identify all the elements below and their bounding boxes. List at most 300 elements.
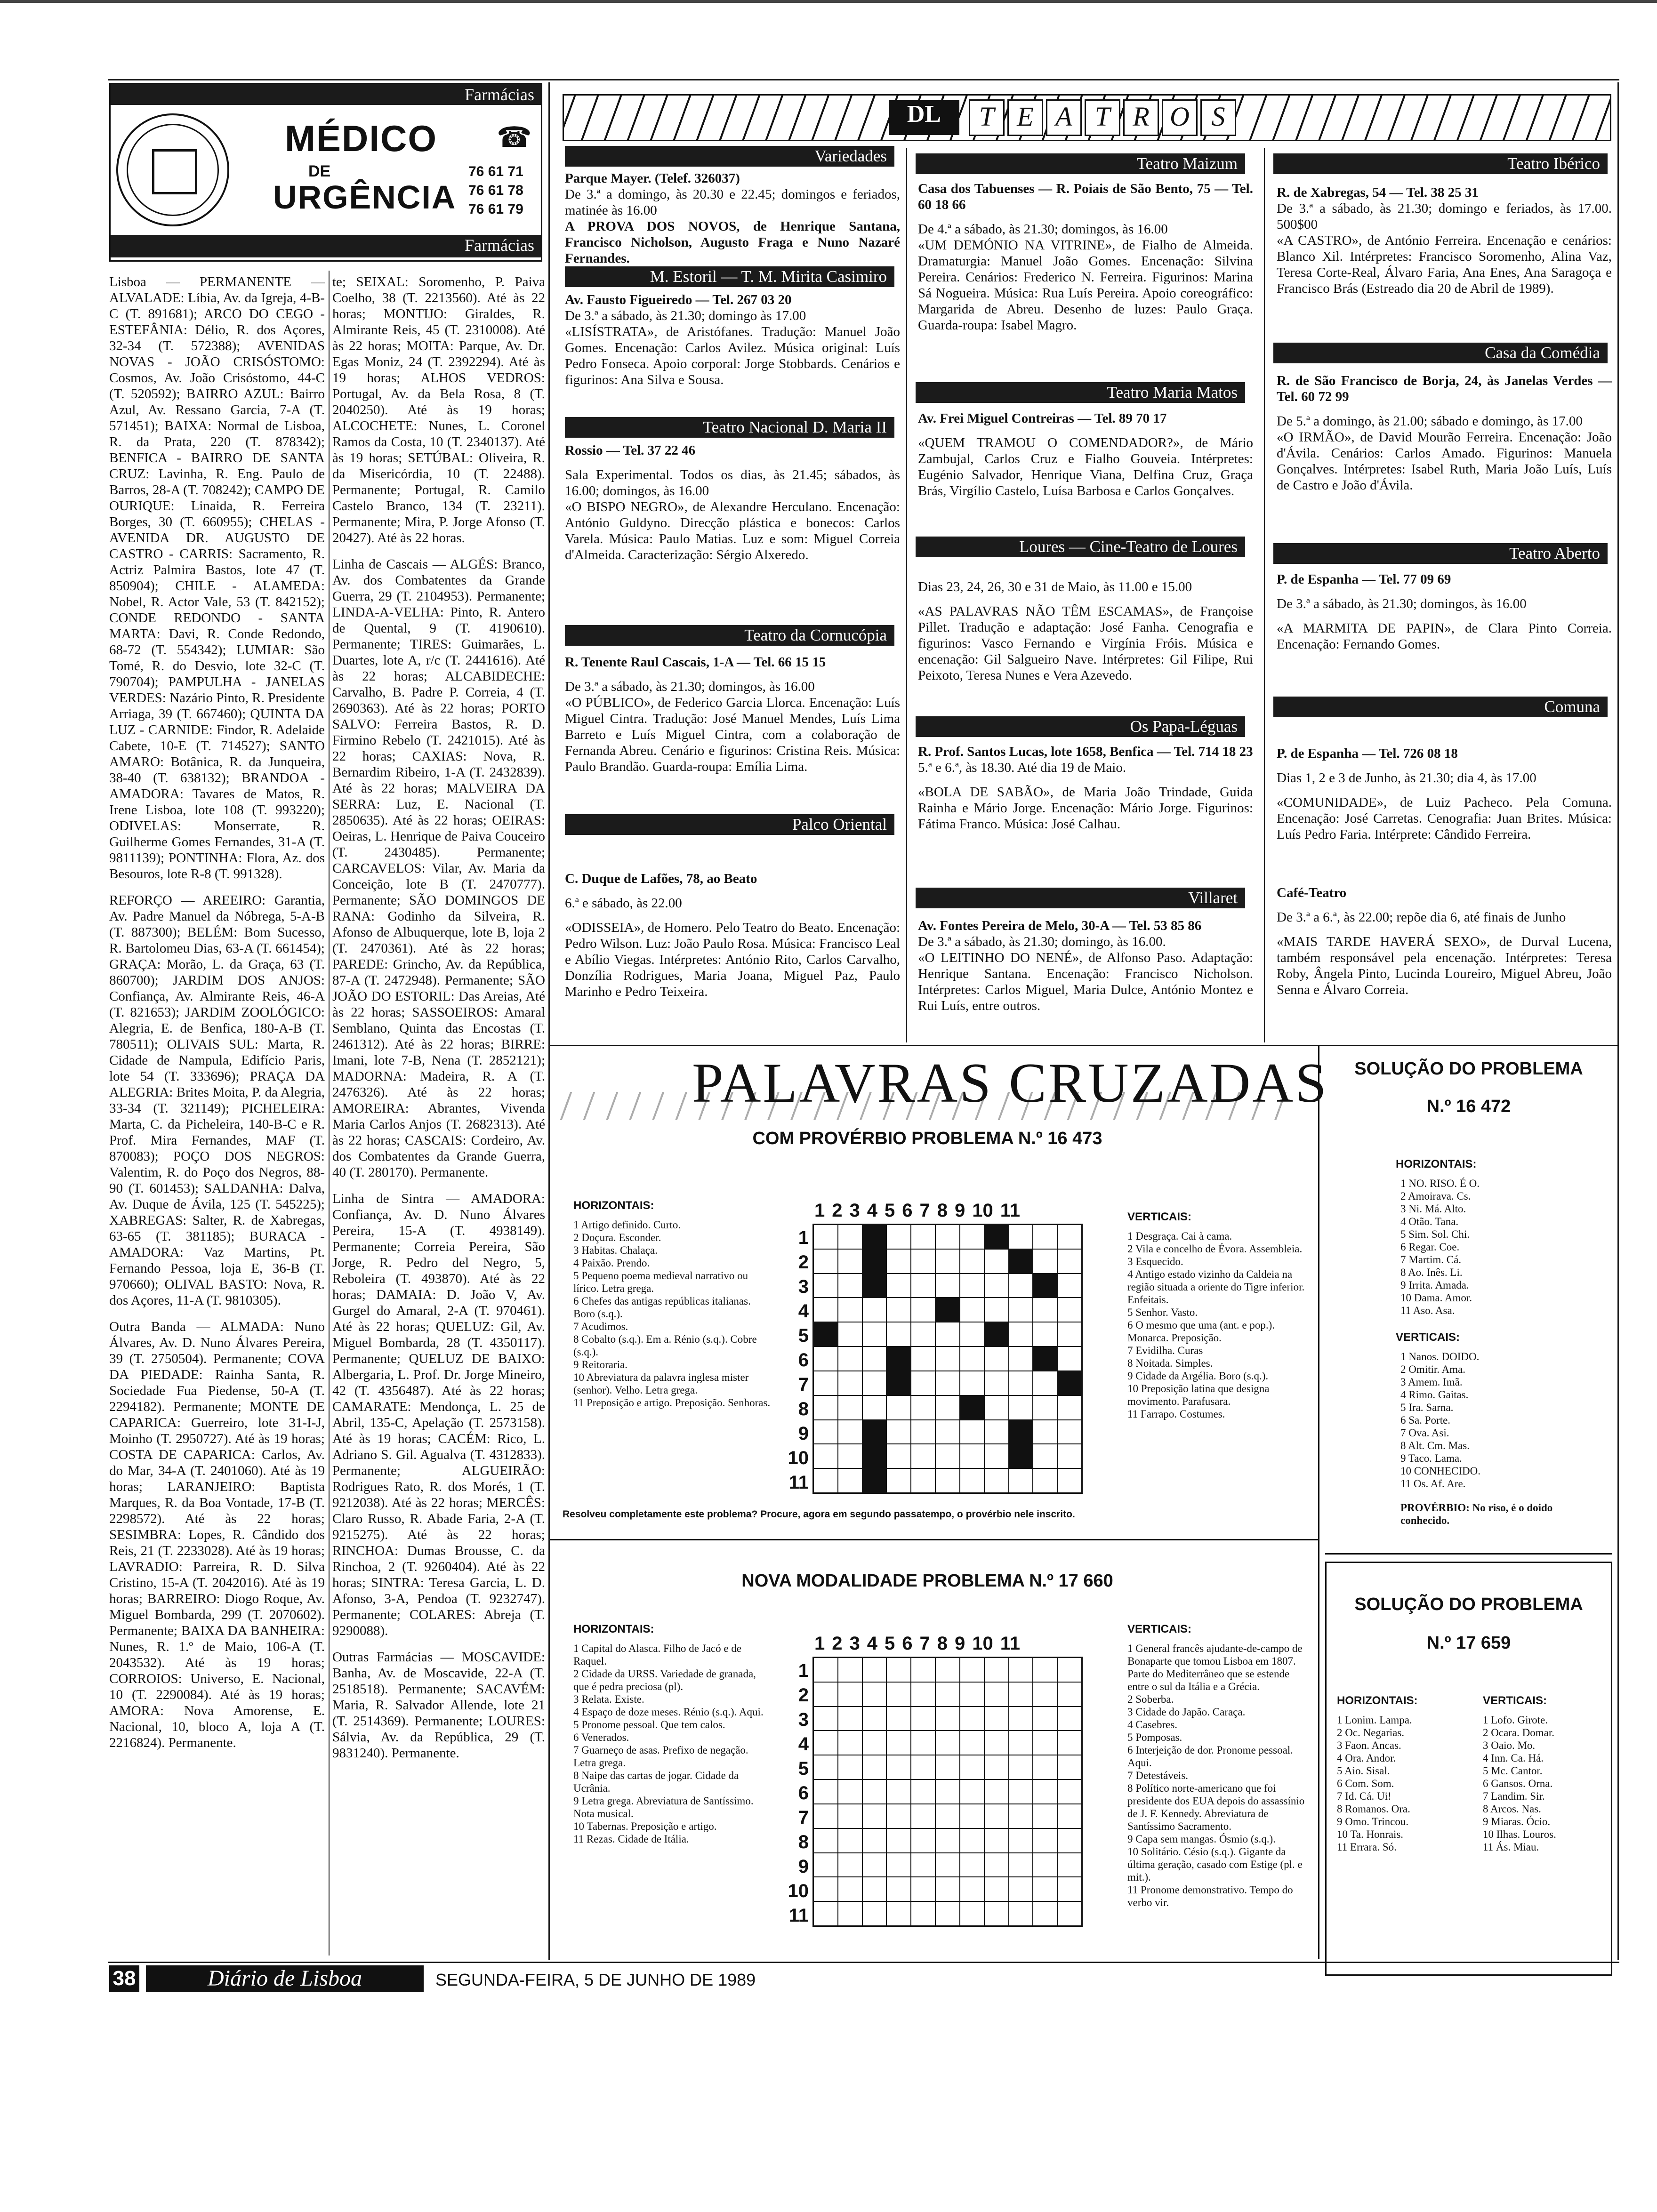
grid-cell[interactable] xyxy=(911,1902,935,1925)
grid-cell[interactable] xyxy=(838,1274,862,1298)
grid-cell[interactable] xyxy=(1033,1683,1057,1706)
grid-cell[interactable] xyxy=(960,1902,984,1925)
grid-cell[interactable] xyxy=(985,1780,1008,1803)
solution2-horizontal: HORIZONTAIS: 1 Lonim. Lampa. 2 Oc. Negarias. 3 Faon. Ancas. 4 Ora. Andor. 5 Aio. Sisal. 6 Com. Som. 7 Id. Cá. Ui! 8 Romanos. Ora. 9 Omo. Trincou. 10 Ta. Honrais. 11 Errara. Só. xyxy=(1337,1694,1418,1853)
grid-cell[interactable] xyxy=(838,1877,862,1901)
pharmacies-cascais: Linha de Cascais — ALGÉS: Branco, Av. dos Combatentes da Grande Guerra, 29 (T. 2104953). Permanente; LINDA-A-VELHA: Pinto, R. Antero de Quental, 9 (T. 4190610). Permanente; TIRES: Guimarães, L. Duartes, lote A, r/c (T. 2441616). Até às 22 horas; ALCABIDECHE: Carvalho, B. Padre P. Correia, 4 (T. 2690363). Até às 22 horas; PORTO SALVO: Ferreira Bastos, R. D. Firmino Rebelo (T. 2421015). Até às 22 horas; CAXIAS: Nova, R. Bernardim Ribeiro, 1-A (T. 2432839). Até às 22 horas; MALVEIRA DA SERRA: Luz, E. Nacional (T. 2850635). Até às 22 horas; OEIRAS: Oeiras, L. Henrique de Paiva Couceiro (T. 2430485). Permanente; CARCAVELOS: Vilar, Av. Maria da Conceição, lote B (T. 2470777). Permanente; SÃO DOMINGOS DE RANA: Godinho da Silveira, R. Afonso de Albuquerque, lote B, loja 2 (T. 2470361). Até às 22 horas; PAREDE: Grincho, Av. da República, 87-A (T. 2472948). Permanente; SÃO JOÃO DO ESTORIL: Das Areias, Até às 22 horas; SASSOEIROS: Amaral Semblano, Quinta das Encostas (T. 2461312). Até às 22 horas; BIRRE: Imani, lote 7-B, Nena (T. 2852121); MADORNA: Madeira, R. A (T. 2476326). Até às 22 horas; AMOREIRA: Abrantes, Vivenda Maria Carlos Anjos (T. 2682313). Até às 22 horas; CASCAIS: Cordeiro, Av. dos Combatentes da Grande Guerra, 40 (T. 280170). Permanente. xyxy=(332,557,545,1180)
grid-cell[interactable] xyxy=(985,1469,1008,1492)
grid-cell[interactable] xyxy=(814,1298,837,1322)
solution1-title: SOLUÇÃO DO PROBLEMA xyxy=(1354,1059,1583,1079)
theatre-header-villaret: Villaret xyxy=(916,888,1245,908)
grid-cell[interactable] xyxy=(1058,1707,1081,1731)
grid-cell[interactable] xyxy=(960,1755,984,1779)
grid-cell[interactable] xyxy=(814,1396,837,1419)
grid-cell[interactable] xyxy=(1058,1396,1081,1419)
grid-cell[interactable] xyxy=(1009,1780,1033,1803)
grid-cell[interactable] xyxy=(814,1250,837,1273)
grid-cell[interactable] xyxy=(1009,1658,1033,1682)
phone-icon: ☎ xyxy=(497,122,532,153)
grid-cell[interactable] xyxy=(887,1396,910,1419)
theatre-block-palco: C. Duque de Lafões, 78, ao Beato 6.ª e sábado, às 22.00 «ODISSEIA», de Homero. Pelo Teatro do Beato. Encenação: Pedro Wilson. Luz: João Paulo Rosa. Música: Francisco Leal e Abílio Viegas. Intérpretes: António Rito, Carlos Carvalho, Donzília Rodrigues, Maria Joana, Miguel Paz, Paulo Marinho e Pedro Teixeira. xyxy=(565,871,900,999)
grid-cell[interactable] xyxy=(838,1804,862,1828)
grid-cell xyxy=(887,1371,910,1395)
grid-cell[interactable] xyxy=(863,1829,886,1852)
grid-cell[interactable] xyxy=(985,1371,1008,1395)
theatre-header-palco: Palco Oriental xyxy=(565,814,894,835)
grid-cell[interactable] xyxy=(838,1298,862,1322)
clinic-seal-icon xyxy=(116,113,229,226)
grid-cell[interactable] xyxy=(1033,1902,1057,1925)
grid-cell[interactable] xyxy=(911,1780,935,1803)
grid-cell[interactable] xyxy=(1009,1877,1033,1901)
grid-cell[interactable] xyxy=(1009,1707,1033,1731)
grid-cell[interactable] xyxy=(936,1780,959,1803)
grid-cell[interactable] xyxy=(960,1420,984,1444)
grid-cell[interactable] xyxy=(838,1322,862,1346)
grid-cell xyxy=(1009,1250,1033,1273)
grid-cell xyxy=(887,1347,910,1370)
grid-cell[interactable] xyxy=(1058,1322,1081,1346)
grid-cell[interactable] xyxy=(911,1347,935,1370)
grid-cell[interactable] xyxy=(960,1469,984,1492)
solution2-title: SOLUÇÃO DO PROBLEMA xyxy=(1354,1595,1583,1614)
crossword1-note: Resolveu completamente este problema? Procure, agora em segundo passatempo, o provérbio nele inscrito. xyxy=(563,1509,1075,1520)
grid-cell[interactable] xyxy=(1058,1853,1081,1877)
grid-cell[interactable] xyxy=(838,1371,862,1395)
grid-cell[interactable] xyxy=(936,1347,959,1370)
grid-cell[interactable] xyxy=(838,1225,862,1249)
crossword1-grid[interactable] xyxy=(812,1224,1083,1494)
grid-cell[interactable] xyxy=(1009,1731,1033,1755)
pharmacies-tag: Farmácias xyxy=(111,84,541,105)
grid-cell[interactable] xyxy=(936,1877,959,1901)
top-rule xyxy=(0,0,1657,3)
grid-cell[interactable] xyxy=(936,1396,959,1419)
grid-cell[interactable] xyxy=(936,1322,959,1346)
grid-cell[interactable] xyxy=(1009,1396,1033,1419)
grid-cell[interactable] xyxy=(960,1322,984,1346)
grid-cell[interactable] xyxy=(985,1274,1008,1298)
theatre-header-loures: Loures — Cine-Teatro de Loures xyxy=(916,537,1245,557)
col-rule-5 xyxy=(1617,82,1619,1960)
grid-cell[interactable] xyxy=(887,1829,910,1852)
grid-cell[interactable] xyxy=(960,1250,984,1273)
grid-cell[interactable] xyxy=(985,1829,1008,1852)
grid-cell[interactable] xyxy=(985,1853,1008,1877)
grid-cell[interactable] xyxy=(936,1420,959,1444)
grid-cell[interactable] xyxy=(1009,1298,1033,1322)
grid-cell[interactable] xyxy=(960,1707,984,1731)
grid-cell[interactable] xyxy=(1033,1225,1057,1249)
grid-cell[interactable] xyxy=(1058,1658,1081,1682)
grid-cell[interactable] xyxy=(936,1444,959,1468)
grid-cell xyxy=(863,1250,886,1273)
grid-cell[interactable] xyxy=(1009,1225,1033,1249)
grid-cell[interactable] xyxy=(838,1780,862,1803)
grid-cell[interactable] xyxy=(863,1371,886,1395)
grid-cell[interactable] xyxy=(1033,1396,1057,1419)
grid-cell[interactable] xyxy=(838,1420,862,1444)
crossword-divider xyxy=(1318,1046,1319,1959)
grid-cell[interactable] xyxy=(911,1298,935,1322)
grid-cell[interactable] xyxy=(1058,1804,1081,1828)
grid-cell[interactable] xyxy=(814,1804,837,1828)
grid-cell[interactable] xyxy=(887,1902,910,1925)
grid-cell[interactable] xyxy=(985,1707,1008,1731)
grid-cell[interactable] xyxy=(960,1225,984,1249)
grid-cell[interactable] xyxy=(911,1804,935,1828)
grid-cell[interactable] xyxy=(1058,1469,1081,1492)
grid-cell[interactable] xyxy=(887,1444,910,1468)
grid-cell xyxy=(1058,1371,1081,1395)
grid-cell xyxy=(936,1298,959,1322)
grid-cell xyxy=(863,1225,886,1249)
grid-cell[interactable] xyxy=(1033,1829,1057,1852)
grid-cell[interactable] xyxy=(936,1658,959,1682)
grid-cell[interactable] xyxy=(936,1853,959,1877)
grid-cell[interactable] xyxy=(838,1755,862,1779)
grid-cell[interactable] xyxy=(911,1877,935,1901)
grid-cell[interactable] xyxy=(1058,1780,1081,1803)
grid-cell[interactable] xyxy=(887,1658,910,1682)
grid-cell[interactable] xyxy=(863,1731,886,1755)
solution1-horizontal: HORIZONTAIS: 1 NO. RISO. É O. 2 Amoirava. Cs. 3 Ni. Má. Alto. 4 Otão. Tana. 5 Sim. Sol. Chi. 6 Regar. Coe. 7 Martim. Cá. 8 Ao. Inês. Li. 9 Irrita. Amada. 10 Dama. Amor. 11 Aso. Asa. VERTICAIS: 1 Nanos. DOIDO. 2 Omitir. Ama. 3 Amem. Imã. 4 Rimo. Gaitas. 5 Ira. Sarna. 6 Sa. Porte. 7 Ova. Asi. 8 Alt. Cm. Mas. 9 Taco. Lama. 10 CONHECIDO. 11 Os. Af. Are. PROVÉRBIO: No riso, é o doido conhecido. xyxy=(1396,1158,1553,1526)
grid-cell[interactable] xyxy=(1009,1683,1033,1706)
grid-cell[interactable] xyxy=(838,1707,862,1731)
grid-cell[interactable] xyxy=(1009,1274,1033,1298)
grid-cell[interactable] xyxy=(1058,1225,1081,1249)
grid-cell[interactable] xyxy=(1033,1298,1057,1322)
grid-cell[interactable] xyxy=(814,1371,837,1395)
grid-cell[interactable] xyxy=(863,1707,886,1731)
grid-cell[interactable] xyxy=(887,1298,910,1322)
grid-cell xyxy=(1033,1347,1057,1370)
grid-cell[interactable] xyxy=(960,1347,984,1370)
grid-cell[interactable] xyxy=(814,1225,837,1249)
grid-cell[interactable] xyxy=(814,1853,837,1877)
grid-cell[interactable] xyxy=(1033,1707,1057,1731)
grid-cell[interactable] xyxy=(1033,1853,1057,1877)
grid-cell[interactable] xyxy=(1058,1755,1081,1779)
grid-cell[interactable] xyxy=(985,1877,1008,1901)
theatre-block-aberto: P. de Espanha — Tel. 77 09 69 De 3.ª a sábado, às 21.30; domingos, às 16.00 «A MARMITA DE PAPIN», de Clara Pinto Correia. Encenação: Fernando Gomes. xyxy=(1277,572,1612,652)
grid-cell[interactable] xyxy=(936,1829,959,1852)
grid-cell[interactable] xyxy=(960,1683,984,1706)
grid-cell[interactable] xyxy=(936,1371,959,1395)
grid-cell[interactable] xyxy=(887,1755,910,1779)
grid-cell[interactable] xyxy=(887,1853,910,1877)
grid-cell[interactable] xyxy=(838,1658,862,1682)
grid-cell[interactable] xyxy=(911,1396,935,1419)
grid-cell[interactable] xyxy=(1058,1829,1081,1852)
grid-cell[interactable] xyxy=(1033,1444,1057,1468)
grid-cell xyxy=(1009,1420,1033,1444)
grid-cell[interactable] xyxy=(863,1347,886,1370)
grid-cell[interactable] xyxy=(1058,1683,1081,1706)
grid-cell[interactable] xyxy=(887,1780,910,1803)
grid-cell[interactable] xyxy=(936,1731,959,1755)
grid-cell[interactable] xyxy=(1033,1371,1057,1395)
crossword2-vertical-clues: VERTICAIS: 1 General francês ajudante-de-campo de Bonaparte que tomou Lisboa em 1807. Parte do Mediterrâneo que se estende entre o sul da Itália e a Grécia. 2 Soberba. 3 Cidade do Japão. Caraça. 4 Casebres. 5 Pomposas. 6 Interjeição de dor. Pronome pessoal. Aqui. 7 Detestáveis. 8 Político norte-americano que foi presidente dos EUA depois do assassínio de J. F. Kennedy. Abreviatura de Santíssimo Sacramento. 9 Capa sem mangas. Ósmio (s.q.). 10 Solitário. Césio (s.q.). Gigante da última geração, casado com Estige (pl. e mit.). 11 Pronome demonstrativo. Tempo do verbo vir. xyxy=(1127,1623,1305,1908)
grid-cell[interactable] xyxy=(985,1250,1008,1273)
grid-cell[interactable] xyxy=(814,1683,837,1706)
grid-cell[interactable] xyxy=(814,1347,837,1370)
grid-cell[interactable] xyxy=(960,1829,984,1852)
grid-cell[interactable] xyxy=(911,1469,935,1492)
issue-date: SEGUNDA-FEIRA, 5 DE JUNHO DE 1989 xyxy=(435,1970,756,1989)
grid-cell[interactable] xyxy=(887,1322,910,1346)
grid-cell[interactable] xyxy=(985,1420,1008,1444)
grid-cell[interactable] xyxy=(985,1731,1008,1755)
grid-cell[interactable] xyxy=(838,1853,862,1877)
grid-cell[interactable] xyxy=(936,1755,959,1779)
grid-cell[interactable] xyxy=(911,1658,935,1682)
grid-cell[interactable] xyxy=(863,1755,886,1779)
crossword2-col-numbers: 1 2 3 4 5 6 7 8 9 10 11 xyxy=(814,1633,1021,1654)
grid-cell[interactable] xyxy=(1009,1469,1033,1492)
grid-cell[interactable] xyxy=(1033,1755,1057,1779)
header-rule xyxy=(108,79,1619,80)
grid-cell[interactable] xyxy=(838,1396,862,1419)
crossword-mid-rule xyxy=(550,1539,1319,1540)
grid-cell[interactable] xyxy=(1058,1731,1081,1755)
grid-cell[interactable] xyxy=(1058,1902,1081,1925)
grid-cell[interactable] xyxy=(814,1420,837,1444)
grid-cell[interactable] xyxy=(1058,1420,1081,1444)
col-rule-4 xyxy=(1264,148,1265,1042)
grid-cell[interactable] xyxy=(911,1444,935,1468)
grid-cell[interactable] xyxy=(814,1755,837,1779)
grid-cell[interactable] xyxy=(911,1755,935,1779)
grid-cell[interactable] xyxy=(985,1347,1008,1370)
pharmacies-col-1 xyxy=(109,274,325,1754)
footer-rule xyxy=(108,1962,1619,1963)
grid-cell[interactable] xyxy=(863,1877,886,1901)
theatre-block-cafeteatro: Café-Teatro De 3.ª a 6.ª, às 22.00; repõe dia 6, até finais de Junho «MAIS TARDE HAVERÁ SEXO», de Durval Lucena, também responsável pela encenação. Intérpretes: Teresa Roby, Ângela Pinto, Lucinda Loureiro, Miguel Abreu, João Senna e Álvaro Correia. xyxy=(1277,885,1612,997)
grid-cell[interactable] xyxy=(911,1250,935,1273)
grid-cell[interactable] xyxy=(985,1683,1008,1706)
grid-cell[interactable] xyxy=(960,1444,984,1468)
crossword2-row-numbers: 1 2 3 4 5 6 7 8 9 10 11 xyxy=(788,1660,809,1926)
grid-cell xyxy=(863,1274,886,1298)
grid-cell[interactable] xyxy=(1009,1322,1033,1346)
grid-cell[interactable] xyxy=(960,1853,984,1877)
medico-de: DE xyxy=(308,162,331,180)
crossword2-grid[interactable] xyxy=(812,1657,1083,1927)
crossword2-title: NOVA MODALIDADE PROBLEMA N.º 17 660 xyxy=(741,1571,1113,1591)
crossword1-col-numbers: 1 2 3 4 5 6 7 8 9 10 11 xyxy=(814,1200,1021,1221)
grid-cell[interactable] xyxy=(863,1298,886,1322)
solution2-number: N.º 17 659 xyxy=(1426,1633,1511,1653)
grid-cell[interactable] xyxy=(1033,1420,1057,1444)
solution2-vertical: VERTICAIS: 1 Lofo. Girote. 2 Ocara. Domar. 3 Oaio. Mo. 4 Inn. Ca. Há. 5 Mc. Cantor. 6 Gansos. Orna. 7 Landim. Sir. 8 Arcos. Nas. 9 Miaras. Ócio. 10 Ilhas. Louros. 11 Ás. Miau. xyxy=(1483,1694,1556,1853)
grid-cell[interactable] xyxy=(1033,1731,1057,1755)
grid-cell[interactable] xyxy=(1033,1877,1057,1901)
grid-cell[interactable] xyxy=(838,1469,862,1492)
grid-cell[interactable] xyxy=(960,1780,984,1803)
grid-cell[interactable] xyxy=(911,1683,935,1706)
grid-cell[interactable] xyxy=(985,1444,1008,1468)
grid-cell[interactable] xyxy=(887,1469,910,1492)
grid-cell[interactable] xyxy=(838,1250,862,1273)
grid-cell[interactable] xyxy=(1033,1469,1057,1492)
grid-cell[interactable] xyxy=(911,1322,935,1346)
solution1-number: N.º 16 472 xyxy=(1426,1097,1511,1116)
grid-cell xyxy=(985,1225,1008,1249)
grid-cell[interactable] xyxy=(911,1274,935,1298)
grid-cell[interactable] xyxy=(911,1420,935,1444)
grid-cell[interactable] xyxy=(863,1902,886,1925)
grid-cell[interactable] xyxy=(1058,1877,1081,1901)
grid-cell[interactable] xyxy=(887,1225,910,1249)
grid-cell[interactable] xyxy=(960,1274,984,1298)
grid-cell[interactable] xyxy=(911,1829,935,1852)
grid-cell xyxy=(814,1322,837,1346)
crossword1-horizontal-clues: HORIZONTAIS: 1 Artigo definido. Curto. 2 Doçura. Esconder. 3 Habitas. Chalaça. 4 Paixão. Prendo. 5 Pequeno poema medieval narrativo ou lírico. Letra grega. 6 Chefes das antigas repúblicas italianas. Boro (s.q.). 7 Acudimos. 8 Cobalto (s.q.). Em a. Rénio (s.q.). Cobre (s.q.). 9 Reitoraria. 10 Abreviatura da palavra inglesa mister (senhor). Velho. Letra grega. 11 Preposição e artigo. Preposição. Senhoras. xyxy=(573,1199,771,1409)
grid-cell[interactable] xyxy=(911,1853,935,1877)
grid-cell[interactable] xyxy=(1009,1371,1033,1395)
grid-cell[interactable] xyxy=(1033,1250,1057,1273)
crossword1-vertical-clues: VERTICAIS: 1 Desgraça. Cai à cama. 2 Vila e concelho de Évora. Assembleia. 3 Esquecido. 4 Antigo estado vizinho da Caldeia na região situada a oriente do Tigre inferior. Enfeitais. 5 Senhor. Vasto. 6 O mesmo que uma (ant. e pop.). Monarca. Preposição. 7 Evidilha. Curas 8 Noitada. Simples. 9 Cidade da Argélia. Boro (s.q.). 10 Preposição latina que designa movimento. Parafusara. 11 Farrapo. Costumes. xyxy=(1127,1210,1305,1420)
grid-cell[interactable] xyxy=(838,1347,862,1370)
grid-cell[interactable] xyxy=(985,1658,1008,1682)
grid-cell[interactable] xyxy=(863,1658,886,1682)
pharmacies-outras: Outras Farmácias — MOSCAVIDE: Banha, Av. de Moscavide, 22-A (T. 2518518). Permanente; SACAVÉM: Maria, R. Salvador Allende, lote 21 (T. 2514369). Permanente; LOURES: Sálvia, Av. da República, 29 (T. 9831240). Permanente. xyxy=(332,1650,545,1761)
theatre-block-mariamatos: Av. Frei Miguel Contreiras — Tel. 89 70 17 «QUEM TRAMOU O COMENDADOR?», de Mário Zambujal, Carlos Cruz e Fialho Gouveia. Intérpretes: Eugénio Salvador, Henrique Viana, Delfina Cruz, Graça Brás, Virgílio Castelo, Luísa Barbosa e Carlos Gonçalves. xyxy=(918,411,1253,498)
grid-cell[interactable] xyxy=(1009,1853,1033,1877)
grid-cell[interactable] xyxy=(838,1683,862,1706)
grid-cell[interactable] xyxy=(960,1804,984,1828)
grid-cell[interactable] xyxy=(911,1707,935,1731)
grid-cell[interactable] xyxy=(985,1902,1008,1925)
medico-title: MÉDICO xyxy=(285,118,437,159)
grid-cell[interactable] xyxy=(814,1469,837,1492)
grid-cell[interactable] xyxy=(1009,1755,1033,1779)
grid-cell[interactable] xyxy=(814,1707,837,1731)
theatre-header-comuna: Comuna xyxy=(1273,697,1608,717)
grid-cell[interactable] xyxy=(911,1225,935,1249)
grid-cell[interactable] xyxy=(814,1902,837,1925)
grid-cell[interactable] xyxy=(936,1804,959,1828)
grid-cell[interactable] xyxy=(863,1683,886,1706)
grid-cell[interactable] xyxy=(960,1371,984,1395)
theatre-block-cornucopia: R. Tenente Raul Cascais, 1-A — Tel. 66 15 15 De 3.ª a sábado, às 21.30; domingos, às 16.00 «O PÚBLICO», de Federico Garcia Llorca. Encenação: Luís Miguel Cintra. Tradução: José Manuel Mendes, Luís Lima Barreto e Luís Miguel Cintra, com a colaboração de Fernanda Abreu. Cenário e figurinos: Cristina Reis. Música: Paulo Brandão. Guarda-roupa: Emília Lima. xyxy=(565,655,900,774)
grid-cell[interactable] xyxy=(887,1250,910,1273)
grid-cell[interactable] xyxy=(887,1731,910,1755)
grid-cell xyxy=(985,1322,1008,1346)
grid-cell[interactable] xyxy=(838,1444,862,1468)
grid-cell[interactable] xyxy=(887,1707,910,1731)
crossword1-row-numbers: 1 2 3 4 5 6 7 8 9 10 11 xyxy=(788,1227,809,1493)
grid-cell[interactable] xyxy=(1009,1804,1033,1828)
grid-cell[interactable] xyxy=(1009,1829,1033,1852)
grid-cell[interactable] xyxy=(1009,1347,1033,1370)
grid-cell[interactable] xyxy=(936,1902,959,1925)
urgencia-title: URGÊNCIA xyxy=(273,179,457,216)
crossword-top-rule xyxy=(550,1045,1618,1046)
grid-cell[interactable] xyxy=(863,1804,886,1828)
grid-cell xyxy=(1009,1444,1033,1468)
grid-cell[interactable] xyxy=(814,1829,837,1852)
pharmacies-reforco: REFORÇO — AREEIRO: Garantia, Av. Padre Manuel da Nóbrega, 5-A-B (T. 887300); BELÉM: Bom Sucesso, R. Bartolomeu Dias, 63-A (T. 661454); GRAÇA: Morão, L. da Graça, 63 (T. 860700); JARDIM DOS ANJOS: Confiança, Av. Almirante Reis, 46-A (T. 821653); JARDIM ZOOLÓGICO: Alegria, E. de Benfica, 180-A-B (T. 780511); OLIVAIS SUL: Marta, R. Cidade de Nampula, Edifício Paris, lote 54 (T. 333696); PRAÇA DA ALEGRIA: Brites Moita, P. da Alegria, 33-34 (T. 321149); PICHELEIRA: Marta, C. da Picheleira, 140-B-C e R. Prof. Mira Fernandes, MAF (T. 870083); POÇO DOS NEGROS: Valentim, R. do Poço dos Negros, 88-90 (T. 601453); SALDANHA: Dalva, Av. Duque de Ávila, 125 (T. 545225); XABREGAS: Salter, R. de Xabregas, 63-65 (T. 381185); BURACA - AMADORA: Vaz Martins, Pt. Fernando Pessoa, loja E, 36-B (T. 970660); OLIVAL BASTO: Nova, R. dos Açores, 11-A (T. 9810305). xyxy=(109,893,325,1308)
grid-cell[interactable] xyxy=(1009,1902,1033,1925)
grid-cell[interactable] xyxy=(838,1829,862,1852)
grid-cell[interactable] xyxy=(911,1371,935,1395)
medico-banner xyxy=(109,83,542,262)
grid-cell[interactable] xyxy=(1058,1298,1081,1322)
grid-cell[interactable] xyxy=(814,1444,837,1468)
grid-cell xyxy=(1033,1274,1057,1298)
grid-cell[interactable] xyxy=(814,1658,837,1682)
crossword1-title: COM PROVÉRBIO PROBLEMA N.º 16 473 xyxy=(752,1129,1102,1148)
theatre-block-papaleguas: R. Prof. Santos Lucas, lote 1658, Benfica — Tel. 714 18 23 5.ª e 6.ª, às 18.30. Até dia 19 de Maio. «BOLA DE SABÃO», de Maria João Trindade, Guida Rainha e Mário Jorge. Encenação: Mário Jorge. Figurinos: Fátima Franco. Música: José Calhau. xyxy=(918,744,1253,832)
pharmacies-sintra: Linha de Sintra — AMADORA: Confiança, Av. D. Nuno Álvares Pereira, 15-A (T. 4938149). Permanente; Correia Pereira, São Jorge, R. Pedro del Negro, 5, Reboleira (T. 493870). Até às 22 horas; DAMAIA: D. João V, Av. Gurgel do Amaral, 2-A (T. 970461). Até às 22 horas; QUELUZ: Gil, Av. Miguel Bombarda, 28 (T. 4350117). Permanente; QUELUZ DE BAIXO: Albergaria, L. Prof. Dr. Jorge Mineiro, 42 (T. 4356487). Até às 22 horas; CAMARATE: Mendonça, L. 25 de Abril, 135-C, Apelação (T. 2573158). Até às 19 horas; CACÉM: Rico, L. Adriano S. Gil. Agualva (T. 4312833). Permanente; ALGUEIRÃO: Rodrigues Rato, R. dos Morés, 1 (T. 9212038). Até às 22 horas; MERCÊS: Claro Russo, R. Abade Faria, 2-A (T. 9215275). Até às 22 horas; RINCHOA: Dumas Brousse, C. da Rinchoa, 2 (T. 9260404). Até às 22 horas; SINTRA: Teresa Garcia, L. D. Afonso, 3-A, Pendoa (T. 9232747). Permanente; COLARES: Abreja (T. 9290088). xyxy=(332,1191,545,1638)
grid-cell[interactable] xyxy=(887,1877,910,1901)
newspaper-name: Diário de Lisboa xyxy=(146,1965,424,1992)
grid-cell[interactable] xyxy=(863,1853,886,1877)
teatros-letters: T E A T R O S xyxy=(969,99,1236,136)
grid-cell[interactable] xyxy=(887,1420,910,1444)
col-rule-1 xyxy=(329,271,330,1956)
grid-cell[interactable] xyxy=(936,1707,959,1731)
grid-cell[interactable] xyxy=(838,1731,862,1755)
grid-cell[interactable] xyxy=(936,1469,959,1492)
grid-cell[interactable] xyxy=(887,1683,910,1706)
grid-cell[interactable] xyxy=(1058,1274,1081,1298)
grid-cell xyxy=(863,1444,886,1468)
grid-cell[interactable] xyxy=(936,1274,959,1298)
grid-cell[interactable] xyxy=(887,1274,910,1298)
grid-cell[interactable] xyxy=(985,1804,1008,1828)
grid-cell[interactable] xyxy=(1033,1322,1057,1346)
grid-cell[interactable] xyxy=(863,1322,886,1346)
grid-cell[interactable] xyxy=(838,1902,862,1925)
grid-cell[interactable] xyxy=(985,1396,1008,1419)
theatre-header-estoril: M. Estoril — T. M. Mirita Casimiro xyxy=(565,266,894,287)
theatre-block-comedia: R. de São Francisco de Borja, 24, às Janelas Verdes — Tel. 60 72 99 De 5.ª a domingo, às 21.00; sábado e domingo, às 17.00 «O IRMÃO», de David Mourão Ferreira. Encenação: João d'Ávila. Cenários: Carlos Amado. Figurinos: Manuela Gonçalves. Intérpretes: Isabel Ruth, Maria João Luís, Luís de Castro e João d'Ávila. xyxy=(1277,373,1612,493)
grid-cell[interactable] xyxy=(887,1804,910,1828)
grid-cell[interactable] xyxy=(814,1731,837,1755)
grid-cell[interactable] xyxy=(960,1658,984,1682)
grid-cell[interactable] xyxy=(936,1225,959,1249)
theatre-header-cornucopia: Teatro da Cornucópia xyxy=(565,625,894,646)
grid-cell xyxy=(960,1396,984,1419)
grid-cell[interactable] xyxy=(1058,1250,1081,1273)
grid-cell[interactable] xyxy=(985,1298,1008,1322)
grid-cell[interactable] xyxy=(936,1250,959,1273)
grid-cell[interactable] xyxy=(863,1396,886,1419)
grid-cell[interactable] xyxy=(1058,1444,1081,1468)
grid-cell[interactable] xyxy=(863,1780,886,1803)
grid-cell[interactable] xyxy=(814,1877,837,1901)
grid-cell[interactable] xyxy=(814,1274,837,1298)
grid-cell[interactable] xyxy=(1058,1347,1081,1370)
phone-list: 76 61 71 76 61 78 76 61 79 xyxy=(468,164,523,217)
grid-cell[interactable] xyxy=(936,1683,959,1706)
grid-cell[interactable] xyxy=(1033,1658,1057,1682)
grid-cell[interactable] xyxy=(911,1731,935,1755)
grid-cell[interactable] xyxy=(960,1298,984,1322)
grid-cell[interactable] xyxy=(960,1877,984,1901)
grid-cell[interactable] xyxy=(1033,1804,1057,1828)
theatre-header-iberico: Teatro Ibérico xyxy=(1273,153,1608,174)
grid-cell[interactable] xyxy=(1033,1780,1057,1803)
page-number: 38 xyxy=(109,1965,139,1992)
theatre-block-maizum: Casa dos Tabuenses — R. Poiais de São Bento, 75 — Tel. 60 18 66 De 4.ª a sábado, às 21.30; domingos, às 16.00 «UM DEMÓNIO NA VITRINE», de Fialho de Almeida. Dramaturgia: Manuel João Gomes. Encenação: Silvina Pereira. Cenários: Frederico N. Ferreira. Figurinos: Marina Sá Nogueira. Música: Rua Luís Pereira. Apoio coreográfico: Margarida de Abreu. Desenho de luzes: Paulo Graça. Guarda-roupa: Isabel Magro. xyxy=(918,181,1253,333)
grid-cell[interactable] xyxy=(960,1731,984,1755)
grid-cell[interactable] xyxy=(985,1755,1008,1779)
grid-cell[interactable] xyxy=(814,1780,837,1803)
